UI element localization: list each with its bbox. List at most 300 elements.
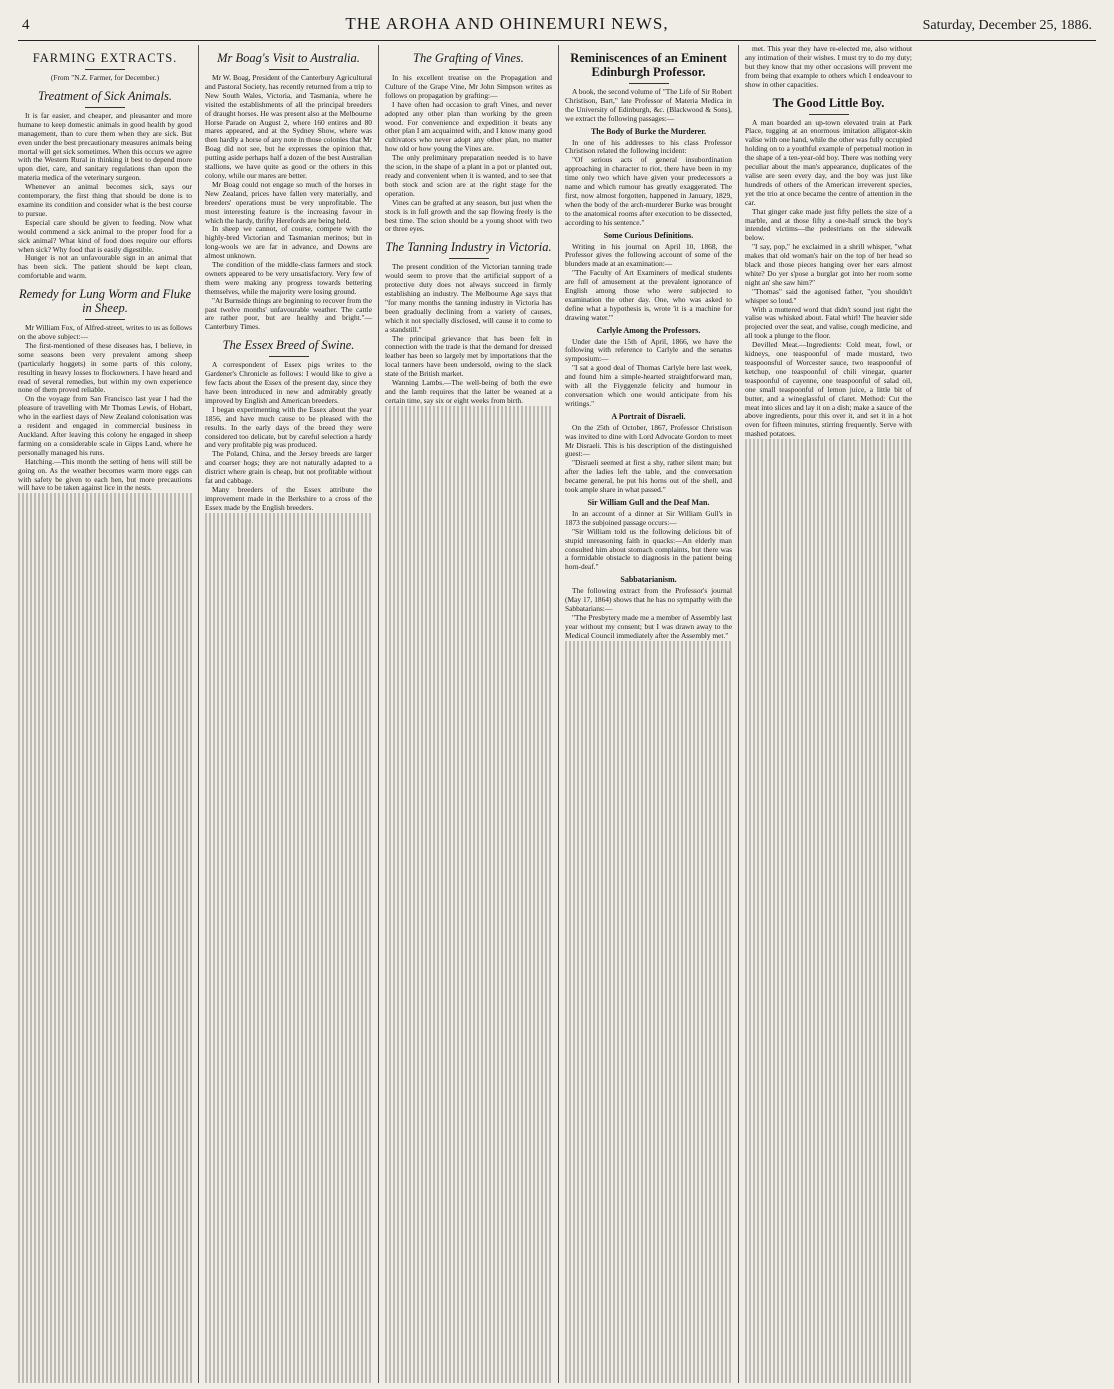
text-line	[18, 1096, 192, 1105]
text-line	[565, 1334, 732, 1343]
text-line	[385, 1009, 552, 1018]
text-line	[385, 1234, 552, 1243]
text-line	[385, 1288, 552, 1297]
text-line	[565, 749, 732, 758]
text-line	[205, 1269, 372, 1278]
text-line	[205, 1314, 372, 1323]
text-line	[745, 781, 912, 790]
article-paragraph: The following extract from the Professor's journal (May 17, 1864) shows that he has no sympathy with the Sabbatarians:—	[565, 586, 732, 613]
text-line	[18, 1285, 192, 1294]
text-line	[385, 559, 552, 568]
text-line	[205, 684, 372, 693]
text-line	[205, 1215, 372, 1224]
text-line	[385, 1351, 552, 1360]
text-line	[745, 961, 912, 970]
text-line	[565, 938, 732, 947]
text-line	[745, 1150, 912, 1159]
article-paragraph: Mr W. Boag, President of the Canterbury Agricultural and Pastoral Society, has recently returned from a trip to New South Wales, Victoria, and Tasmania, where he visited the establishments of all the principal breeders of draught horses. He was present also at the Melbourne Horse Parade on August 2, where 160 entires and 80 mares appeared, and at the Sydney Show, where was then hardly a horse of any note in those colonies that Mr Boag did not see, but he expresses the opinion that, putting aside perhaps half a dozen of the best Australian stallions, we have quite as good or the others in this colony, while our mares are better.	[205, 73, 372, 180]
text-line	[205, 1323, 372, 1332]
text-line	[385, 919, 552, 928]
title-rule	[449, 69, 489, 70]
text-line	[745, 1159, 912, 1168]
text-line	[205, 1161, 372, 1170]
text-line	[385, 613, 552, 622]
text-line	[745, 718, 912, 727]
text-line	[385, 694, 552, 703]
text-line	[18, 1024, 192, 1033]
text-line	[205, 540, 372, 549]
text-line	[18, 556, 192, 565]
text-line	[385, 1315, 552, 1324]
text-line	[385, 784, 552, 793]
text-line	[18, 574, 192, 583]
text-line	[565, 776, 732, 785]
text-line	[745, 853, 912, 862]
text-line	[385, 1378, 552, 1383]
article-paragraph: "At Burnside things are beginning to recover from the past twelve months' unfavourable weather. The cattle are rather poor, but are healthy and bright."—Canterbury Times.	[205, 295, 372, 332]
text-line	[18, 907, 192, 916]
text-line	[385, 712, 552, 721]
text-line	[565, 731, 732, 740]
text-line	[745, 880, 912, 889]
text-line	[18, 1249, 192, 1258]
text-line	[745, 1222, 912, 1231]
text-line	[745, 997, 912, 1006]
text-line	[745, 1357, 912, 1366]
article-title: The Tanning Industry in Victoria.	[385, 240, 552, 255]
text-line	[205, 873, 372, 882]
text-line	[385, 1099, 552, 1108]
text-line	[18, 970, 192, 979]
article-paragraph: Vines can be grafted at any season, but just when the stock is in full growth and the sap flowing freely is the best time. The scion should be a young shoot with two or three eyes.	[385, 197, 552, 234]
text-line	[205, 648, 372, 657]
text-line	[18, 1015, 192, 1024]
text-line	[205, 774, 372, 783]
article-paragraph: Hunger is not an unfavourable sign in an animal that has been sick. The patient should be kept clean, comfortable and warm.	[18, 253, 192, 281]
article-paragraph: With a muttered word that didn't sound just right the valise was whisked about. Fatal whirl! The heavier side projected over the seat, and valise, cough medicine, and all took a plunge to the floor.	[745, 304, 912, 341]
text-line	[745, 1249, 912, 1258]
text-line	[745, 1285, 912, 1294]
text-line	[745, 610, 912, 619]
text-line	[205, 801, 372, 810]
text-line	[18, 493, 192, 502]
text-line	[385, 703, 552, 712]
text-line	[18, 1213, 192, 1222]
text-line	[385, 649, 552, 658]
text-line	[745, 592, 912, 601]
text-line	[745, 448, 912, 457]
text-line	[205, 522, 372, 531]
text-line	[565, 884, 732, 893]
text-line	[18, 1141, 192, 1150]
text-line	[745, 583, 912, 592]
text-line	[205, 1350, 372, 1359]
text-line	[18, 646, 192, 655]
title-rule	[809, 114, 849, 115]
text-line	[205, 999, 372, 1008]
text-line	[385, 1342, 552, 1351]
article-paragraph: Devilled Meat.—Ingredients: Cold meat, fowl, or kidneys, one teaspoonful of made mustard, two teaspoonsful of Worcester sauce, two teaspoonful of ketchup, one teaspoonful of chili vinegar, quarter teaspoonful of cayenne, one teaspoonful of salad oil, one small teaspoonful of lemon juice, a little bit of butter, and a wineglassful of claret. Method: Cut the meat into slices and lay it on a dish; make a sauce of the above ingredients, pour this over it, and set it in a hot oven for fifteen minutes, stirring frequently. Serve with mashed potatoes.	[745, 340, 912, 439]
article-paragraph: "Sir William told us the following delicious bit of stupid unreasoning faith in quacks:—An elderly man consulted him about stomach complaints, but there was a formidable obstacle to diagnosis in the patient being horn-deaf."	[565, 526, 732, 572]
text-line	[205, 567, 372, 576]
text-line	[18, 1375, 192, 1383]
title-rule	[269, 356, 309, 357]
text-line	[18, 763, 192, 772]
text-line	[745, 907, 912, 916]
text-line	[205, 1062, 372, 1071]
text-line	[565, 1208, 732, 1217]
text-line	[18, 826, 192, 835]
text-line	[745, 736, 912, 745]
text-line	[385, 892, 552, 901]
text-line	[565, 704, 732, 713]
text-line	[565, 1136, 732, 1145]
text-line	[745, 619, 912, 628]
text-line	[18, 988, 192, 997]
text-line	[205, 981, 372, 990]
text-line	[565, 1199, 732, 1208]
text-line	[205, 882, 372, 891]
article-title: Remedy for Lung Worm and Fluke in Sheep.	[18, 287, 192, 316]
text-line	[18, 709, 192, 718]
text-line	[205, 891, 372, 900]
text-line	[18, 1222, 192, 1231]
text-line	[745, 916, 912, 925]
text-line	[205, 1098, 372, 1107]
text-line	[565, 1262, 732, 1271]
text-line	[18, 889, 192, 898]
text-line	[18, 1312, 192, 1321]
column-continuation	[565, 641, 732, 1383]
text-line	[565, 1361, 732, 1370]
article-paragraph: On the voyage from San Francisco last year I had the pleasure of travelling with Mr Thomas Lewis, of Hobart, who in the earliest days of New Zealand colonisation was a resident and engaged in commercial business in Auckland. After leaving this colony he engaged in sheep farming on a considerable scale in Gipps Land, where he personally managed his runs.	[18, 394, 192, 457]
newspaper-title: THE AROHA AND OHINEMURI NEWS,	[345, 14, 669, 33]
text-line	[565, 1316, 732, 1325]
text-line	[385, 1000, 552, 1009]
text-line	[18, 1006, 192, 1015]
text-line	[565, 1253, 732, 1262]
text-line	[745, 1132, 912, 1141]
text-line	[565, 1217, 732, 1226]
text-line	[385, 856, 552, 865]
text-line	[18, 925, 192, 934]
text-line	[18, 538, 192, 547]
text-line	[18, 790, 192, 799]
text-line	[385, 1018, 552, 1027]
text-line	[205, 1260, 372, 1269]
text-line	[18, 1105, 192, 1114]
text-line	[385, 1216, 552, 1225]
column-5	[738, 45, 918, 1383]
text-line	[745, 1186, 912, 1195]
text-line	[205, 1053, 372, 1062]
text-line	[205, 1107, 372, 1116]
text-line	[18, 997, 192, 1006]
text-line	[18, 637, 192, 646]
text-line	[565, 902, 732, 911]
text-line	[18, 1168, 192, 1177]
article-paragraph: Especial care should be given to feeding. Now what would commend a sick animal to the proper food for a sick animal? What kind of food does require our efforts when sick? Why food that is easily digestible.	[18, 217, 192, 254]
article-paragraph: The first-mentioned of these diseases has, I believe, in some seasons been very prevalent among sheep (particularly hoggets) in some parts of this colony, resulting in heavy losses to flockowners. I have heard and read of several remedies, but within my own experience none of them proved reliable.	[18, 340, 192, 395]
text-line	[745, 1366, 912, 1375]
text-line	[385, 676, 552, 685]
text-line	[745, 763, 912, 772]
text-line	[745, 700, 912, 709]
text-line	[745, 808, 912, 817]
text-line	[565, 1226, 732, 1235]
text-line	[745, 844, 912, 853]
text-line	[205, 1044, 372, 1053]
title-rule	[629, 83, 669, 84]
article-paragraph: met. This year they have re-elected me, also without any intimation of their wishes. I must try to do my duty; but they know that my other occasions will prevent me from being that example to others which I endeavour to show in other capacities.	[745, 45, 912, 89]
article-paragraph: Mr William Fox, of Alfred-street, writes to us as follows on the above subject:—	[18, 323, 192, 342]
text-line	[205, 747, 372, 756]
text-line	[385, 640, 552, 649]
text-line	[565, 659, 732, 668]
text-line	[565, 920, 732, 929]
text-line	[385, 829, 552, 838]
text-line	[565, 875, 732, 884]
text-line	[385, 1036, 552, 1045]
text-line	[385, 811, 552, 820]
text-line	[745, 826, 912, 835]
text-line	[565, 740, 732, 749]
column-1	[18, 45, 198, 1383]
text-line	[745, 1060, 912, 1069]
text-line	[565, 857, 732, 866]
title-rule	[85, 107, 125, 108]
text-line	[18, 1069, 192, 1078]
article-title: Treatment of Sick Animals.	[37, 88, 173, 103]
text-line	[205, 558, 372, 567]
text-line	[205, 1296, 372, 1305]
text-line	[745, 952, 912, 961]
text-line	[745, 745, 912, 754]
text-line	[565, 812, 732, 821]
text-line	[565, 839, 732, 848]
text-line	[565, 641, 732, 650]
article-paragraph: "Thomas" said the agonised father, "you shouldn't whisper so loud."	[745, 286, 912, 305]
text-line	[18, 592, 192, 601]
text-line	[745, 1033, 912, 1042]
text-line	[745, 1006, 912, 1015]
text-line	[745, 1123, 912, 1132]
text-line	[385, 460, 552, 469]
text-line	[385, 1027, 552, 1036]
text-line	[565, 713, 732, 722]
text-line	[745, 439, 912, 448]
article-title: Mr Boag's Visit to Australia.	[217, 51, 360, 65]
text-line	[385, 667, 552, 676]
text-line	[205, 1188, 372, 1197]
text-line	[565, 1370, 732, 1379]
article-paragraph: In sheep we cannot, of course, compete with the highly-bred Victorian and Tasmanian merinos; but in long-wools we are far in advance, and Downs are almost unknown.	[205, 224, 372, 261]
text-line	[205, 837, 372, 846]
text-line	[205, 1125, 372, 1134]
text-line	[565, 866, 732, 875]
text-line	[385, 937, 552, 946]
text-line	[565, 722, 732, 731]
text-line	[385, 1198, 552, 1207]
text-line	[745, 502, 912, 511]
text-line	[18, 610, 192, 619]
text-line	[18, 898, 192, 907]
text-line	[18, 619, 192, 628]
text-line	[745, 943, 912, 952]
text-line	[385, 874, 552, 883]
text-line	[18, 1267, 192, 1276]
article-paragraph: That ginger cake made just fifty pellets the size of a marble, and at those fifty a one-half struck the boy's intended victims—the pedestrians on the sidewalk below.	[745, 206, 912, 243]
text-line	[18, 1033, 192, 1042]
text-line	[385, 433, 552, 442]
text-line	[745, 1168, 912, 1177]
text-line	[18, 583, 192, 592]
text-line	[745, 556, 912, 565]
text-line	[18, 916, 192, 925]
text-line	[565, 1289, 732, 1298]
text-line	[18, 520, 192, 529]
text-line	[18, 655, 192, 664]
text-line	[745, 646, 912, 655]
text-line	[565, 911, 732, 920]
text-line	[205, 729, 372, 738]
text-line	[385, 1180, 552, 1189]
text-line	[385, 442, 552, 451]
text-line	[205, 1287, 372, 1296]
text-line	[565, 965, 732, 974]
text-line	[565, 1235, 732, 1244]
text-line	[385, 685, 552, 694]
text-line	[745, 538, 912, 547]
text-line	[18, 1078, 192, 1087]
text-line	[745, 574, 912, 583]
text-line	[205, 1035, 372, 1044]
text-line	[745, 673, 912, 682]
article-paragraph: I have often had occasion to graft Vines, and never adopted any other plan than working by the green wood. For convenience and expedition it beats any other plan I am acquainted with, and I know many good cultivators who never adopt any other plan, no matter how old or how young the Vines are.	[385, 99, 552, 154]
text-line	[565, 1037, 732, 1046]
text-line	[18, 844, 192, 853]
text-line	[745, 664, 912, 673]
text-line	[745, 1276, 912, 1285]
text-line	[205, 783, 372, 792]
masthead	[18, 14, 1096, 41]
text-line	[385, 1261, 552, 1270]
text-line	[565, 1244, 732, 1253]
column-4	[558, 45, 738, 1383]
text-line	[205, 657, 372, 666]
article-paragraph: I began experimenting with the Essex about the year 1856, and have much cause to be pleased with the results. In the early days of the breed they were considered too delicate, but by careful selection a hardy and very profitable pig was produced.	[205, 404, 372, 450]
article-paragraph: "Of serious acts of general insubordination approaching in character to riot, there have been in my time only two which have given your predecessors a name and which rumour has greatly exaggerated. The first, now almost forgotten, happened in January, 1829, when the body of the arch-murderer Burke was brought to the anatomical rooms after execution to be dissected, according to his sentence."	[565, 155, 732, 227]
text-line	[745, 934, 912, 943]
text-line	[205, 1080, 372, 1089]
text-line	[385, 721, 552, 730]
text-line	[385, 577, 552, 586]
text-line	[745, 1204, 912, 1213]
text-line	[745, 799, 912, 808]
text-line	[385, 883, 552, 892]
text-line	[745, 988, 912, 997]
text-line	[745, 547, 912, 556]
text-line	[385, 1306, 552, 1315]
text-line	[385, 820, 552, 829]
article-subheading: Carlyle Among the Professors.	[596, 325, 701, 335]
text-line	[18, 871, 192, 880]
text-line	[745, 466, 912, 475]
text-line	[18, 952, 192, 961]
text-line	[745, 1294, 912, 1303]
text-line	[745, 1303, 912, 1312]
text-line	[18, 1132, 192, 1141]
text-line	[745, 529, 912, 538]
text-line	[205, 1278, 372, 1287]
text-line	[205, 675, 372, 684]
column-continuation	[385, 406, 552, 1383]
text-line	[745, 691, 912, 700]
column-continuation	[205, 513, 372, 1383]
text-line	[205, 819, 372, 828]
text-line	[18, 1060, 192, 1069]
article-paragraph: "I say, pop," he exclaimed in a shrill whisper, "what makes that old woman's hair on the top of her head so black and those pieces hanging over her ears almost white? Do yer s'pose a burglar got into her room some night an' she saw him?"	[745, 242, 912, 287]
text-line	[745, 1195, 912, 1204]
text-line	[745, 1069, 912, 1078]
text-line	[565, 947, 732, 956]
text-line	[565, 758, 732, 767]
text-line	[385, 586, 552, 595]
text-line	[385, 730, 552, 739]
text-line	[745, 1015, 912, 1024]
article-paragraph: The condition of the middle-class farmers and stock owners appeared to be very unsatisfactory. Very few of them were making any progress towards bettering themselves, while the majority were losing ground.	[205, 260, 372, 296]
text-line	[745, 637, 912, 646]
text-line	[565, 848, 732, 857]
text-line	[18, 1330, 192, 1339]
text-line	[745, 970, 912, 979]
text-line	[205, 549, 372, 558]
text-line	[18, 880, 192, 889]
text-line	[18, 799, 192, 808]
text-line	[385, 631, 552, 640]
text-line	[385, 865, 552, 874]
text-line	[205, 900, 372, 909]
text-line	[205, 1152, 372, 1161]
text-line	[18, 862, 192, 871]
text-line	[565, 677, 732, 686]
text-line	[745, 1258, 912, 1267]
text-line	[18, 1123, 192, 1132]
text-line	[385, 469, 552, 478]
text-line	[385, 550, 552, 559]
text-line	[18, 835, 192, 844]
article-paragraph: In one of his addresses to his class Professor Christison related the following incident:	[565, 137, 732, 156]
text-line	[18, 853, 192, 862]
text-line	[18, 808, 192, 817]
text-line	[205, 1341, 372, 1350]
text-line	[18, 1042, 192, 1051]
text-line	[745, 520, 912, 529]
text-line	[385, 1189, 552, 1198]
text-line	[745, 889, 912, 898]
text-line	[18, 700, 192, 709]
text-line	[565, 1055, 732, 1064]
article-paragraph: The only preliminary preparation needed is to have the scion, in the shape of a plant in a pot or planted out, ready and convenient when it is wanted, and to see that both stock and scion are at the right stage for the operation.	[385, 153, 552, 198]
text-line	[565, 1172, 732, 1181]
text-line	[205, 864, 372, 873]
article-subheading: The Body of Burke the Murderer.	[590, 126, 707, 136]
text-line	[565, 1073, 732, 1082]
text-line	[205, 1377, 372, 1383]
text-line	[205, 792, 372, 801]
text-line	[205, 1143, 372, 1152]
column-continuation	[18, 493, 192, 1383]
